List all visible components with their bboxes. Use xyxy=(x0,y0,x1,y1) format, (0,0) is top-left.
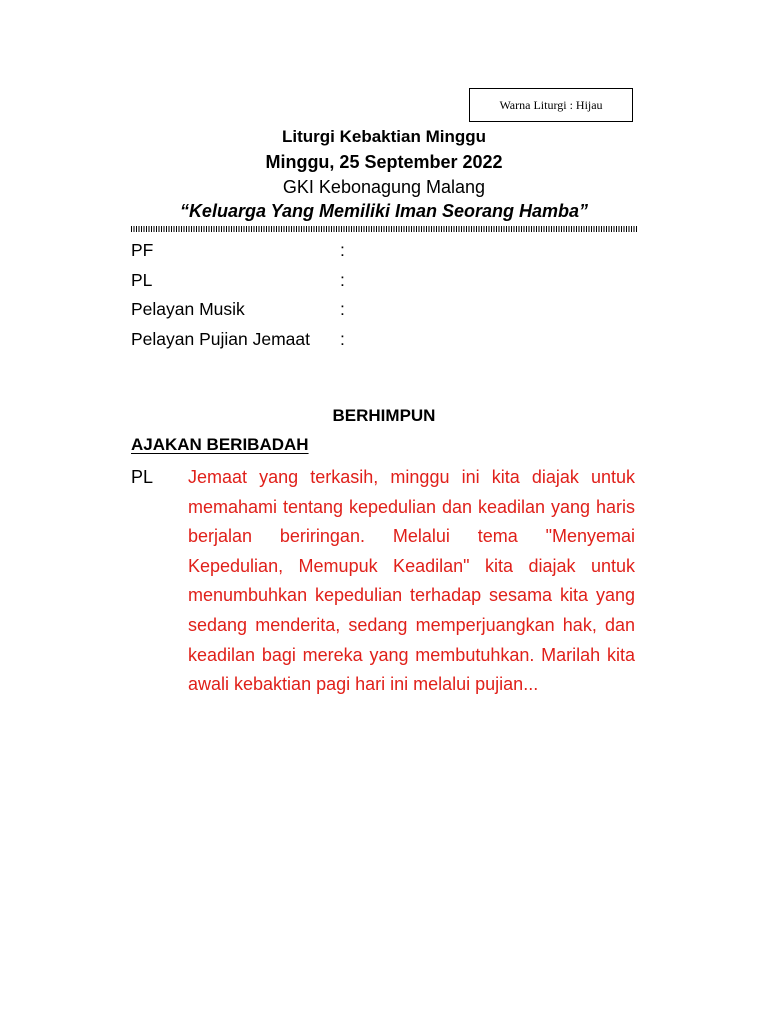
section-title: BERHIMPUN xyxy=(332,406,436,425)
invitation-text: Jemaat yang terkasih, minggu ini kita diajak untuk memahami tentang kepedulian dan keadilan yang haris berjalan beriringan. Melalui tema "Menyemai Kepedulian, Memupuk Keadilan" kita diajak untuk menumbuhkan kepedulian terhadap sesama kita yang sedang menderita, sedang memperjuangkan hak, dan keadilan bagi mereka yang membutuhkan. Marilah kita awali kebaktian pagi hari ini melalui pujian... xyxy=(188,467,635,695)
speaker-label: PL xyxy=(131,467,154,487)
divider-rule xyxy=(131,226,637,232)
service-theme: “Keluarga Yang Memiliki Iman Seorang Hamba” xyxy=(179,201,589,221)
church-name: GKI Kebonagung Malang xyxy=(282,177,486,197)
staff-label: Pelayan Pujian Jemaat xyxy=(131,328,310,349)
liturgy-color-box xyxy=(469,88,633,122)
staff-colon: : xyxy=(340,299,345,319)
staff-label: PF xyxy=(131,240,154,260)
staff-colon: : xyxy=(340,328,345,349)
staff-label: PL xyxy=(131,269,153,290)
staff-label: Pelayan Musik xyxy=(131,299,245,319)
service-date: Minggu, 25 September 2022 xyxy=(265,152,503,172)
staff-colon: : xyxy=(340,269,345,290)
liturgy-title: Liturgi Kebaktian Minggu xyxy=(282,127,486,146)
staff-colon: : xyxy=(340,240,345,260)
subsection-heading: AJAKAN BERIBADAH xyxy=(131,435,309,454)
liturgy-color-label: Warna Liturgi : Hijau xyxy=(499,97,603,112)
